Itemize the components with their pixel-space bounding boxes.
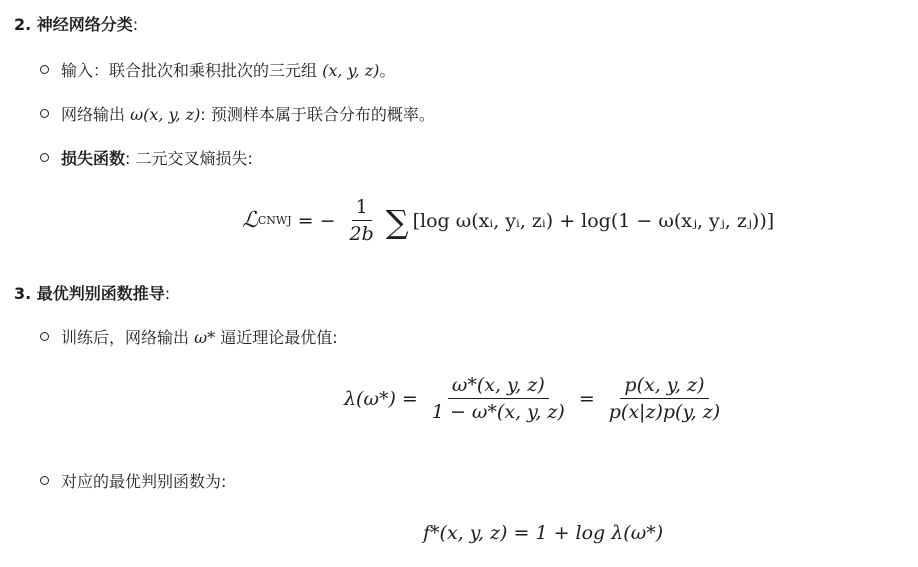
input-end: 。 (379, 61, 396, 80)
input-math: (x, y, z) (322, 61, 380, 80)
lambda-fraction-2-denominator: p(x|z)p(y, z) (608, 401, 721, 423)
list-item-optimal-discriminator (40, 471, 226, 493)
network-output-end: : 预测样本属于联合分布的概率。 (200, 105, 435, 124)
summation-symbol: ∑ (385, 202, 409, 241)
list-item-loss-function (40, 148, 253, 170)
bullet-circle-icon (40, 153, 49, 162)
bullet-circle-icon (40, 109, 49, 118)
lambda-fraction-2 (605, 374, 724, 423)
discriminator-formula-text: f*(x, y, z) = 1 + log λ(ω*) (423, 522, 664, 544)
lambda-lhs: λ(ω*) = (344, 387, 418, 410)
loss-fraction-numerator: 1 (352, 196, 372, 221)
loss-body: [log ω(xᵢ, yᵢ, zᵢ) + log(1 − ω(xⱼ, yⱼ, zⱼ))] (412, 209, 775, 232)
lambda-formula (344, 374, 728, 423)
lambda-equals: = (578, 387, 595, 410)
training-end: 逼近理论最优值: (220, 328, 338, 347)
optimal-discriminator-text: 对应的最优判别函数为: (61, 472, 227, 491)
network-output-math: ω(x, y, z) (130, 105, 201, 124)
list-item-training (40, 327, 338, 349)
section-heading-neural-network (14, 14, 138, 36)
list-item-network-output (40, 104, 435, 126)
heading-colon: : (132, 15, 139, 34)
input-text: 输入：联合批次和乘积批次的三元组 (61, 61, 318, 80)
loss-function-text: : 二元交叉熵损失: (125, 149, 253, 168)
lambda-fraction-1 (428, 374, 569, 423)
discriminator-formula (423, 522, 663, 544)
lambda-fraction-2-numerator: p(x, y, z) (620, 374, 708, 399)
bullet-circle-icon (40, 476, 49, 485)
lambda-fraction-1-numerator: ω*(x, y, z) (448, 374, 549, 399)
network-output-text: 网络输出 (61, 105, 126, 124)
bullet-circle-icon (40, 332, 49, 341)
training-text: 训练后，网络输出 (61, 328, 190, 347)
lambda-fraction-1-denominator: 1 − ω*(x, y, z) (431, 401, 565, 423)
heading-colon: : (164, 284, 171, 303)
loss-fraction-denominator: 2b (349, 223, 374, 245)
section-heading-optimal-discriminator (14, 283, 170, 305)
loss-subscript: CNWJ (257, 214, 292, 227)
training-math: ω* (194, 328, 216, 347)
loss-formula (242, 196, 774, 245)
loss-fraction (346, 196, 378, 245)
loss-function-label: 损失函数 (61, 149, 126, 168)
section-heading-text: 2. 神经网络分类 (14, 15, 133, 34)
section-heading-text: 3. 最优判别函数推导 (14, 284, 165, 303)
list-item-input (40, 60, 395, 82)
bullet-circle-icon (40, 65, 49, 74)
loss-symbol: ℒ (242, 208, 258, 233)
loss-equals-minus: = − (297, 209, 336, 232)
